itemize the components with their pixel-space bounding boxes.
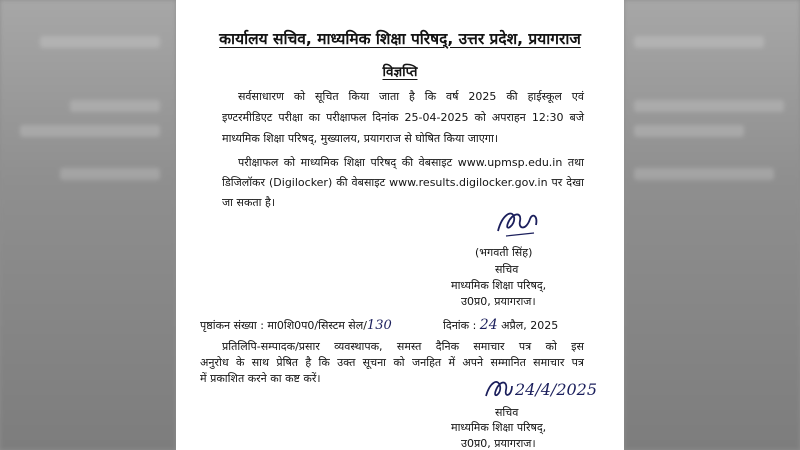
- copy-line3: में प्रकाशित करने का कष्ट करें।: [200, 372, 321, 385]
- endorsement-number: पृष्ठांकन संख्या : मा0शि0प0/सिस्टम सेल/130: [200, 318, 392, 333]
- notice-title: विज्ञप्ति: [382, 64, 418, 80]
- para1-line1: सर्वसाधारण को सूचित किया जाता है कि वर्ष 2025 की हाईस्कूल एवं: [238, 90, 584, 103]
- blurred-background-left: [0, 0, 176, 450]
- para1-line2: इण्टरमीडिएट परीक्षा का परीक्षाफल दिनांक 25-04-2025 को अपराहन 12:30 बजे: [222, 111, 584, 124]
- signatory-name: (भगवती सिंह): [475, 246, 533, 259]
- para2-line3: जा सकता है।: [222, 196, 276, 209]
- notice-document: [176, 0, 624, 450]
- endorsement-date-handwritten: 24: [479, 317, 498, 333]
- signatory2-office: माध्यमिक शिक्षा परिषद्,: [451, 421, 547, 434]
- para2-line2: डिजिलॉकर (Digilocker) की वेबसाइट www.results.digilocker.gov.in पर देखा: [222, 176, 584, 189]
- signatory-place: उ0प्र0, प्रयागराज।: [461, 295, 536, 308]
- copy-line1: प्रतिलिपि-सम्पादक/प्रसार व्यवस्थापक, समस्त दैनिक समाचार पत्र को इस: [222, 340, 584, 353]
- signatory2-designation: सचिव: [495, 406, 519, 419]
- signatory-designation: सचिव: [495, 263, 519, 276]
- signature-handwritten-date: 24/4/2025: [515, 380, 598, 399]
- signatory2-place: उ0प्र0, प्रयागराज।: [461, 437, 536, 450]
- signatory-office: माध्यमिक शिक्षा परिषद्,: [451, 279, 547, 292]
- endorsement-number-handwritten: 130: [366, 318, 392, 333]
- endorsement-date: दिनांक : 24 अप्रैल, 2025: [443, 317, 559, 333]
- signature-mark-2: [482, 374, 516, 404]
- signature-mark-1: [492, 205, 544, 239]
- copy-line2: अनुरोध के साथ प्रेषित है कि उक्त सूचना को जनहित में अपने सम्मानित समाचार पत्र: [200, 356, 584, 369]
- blurred-background-right: [624, 0, 800, 450]
- para2-line1: परीक्षाफल को माध्यमिक शिक्षा परिषद् की वेबसाइट www.upmsp.edu.in तथा: [238, 156, 584, 169]
- para1-line3: माध्यमिक शिक्षा परिषद्, मुख्यालय, प्रयागराज से घोषित किया जाएगा।: [222, 132, 499, 145]
- office-heading: कार्यालय सचिव, माध्यमिक शिक्षा परिषद्, उत्तर प्रदेश, प्रयागराज: [219, 30, 581, 48]
